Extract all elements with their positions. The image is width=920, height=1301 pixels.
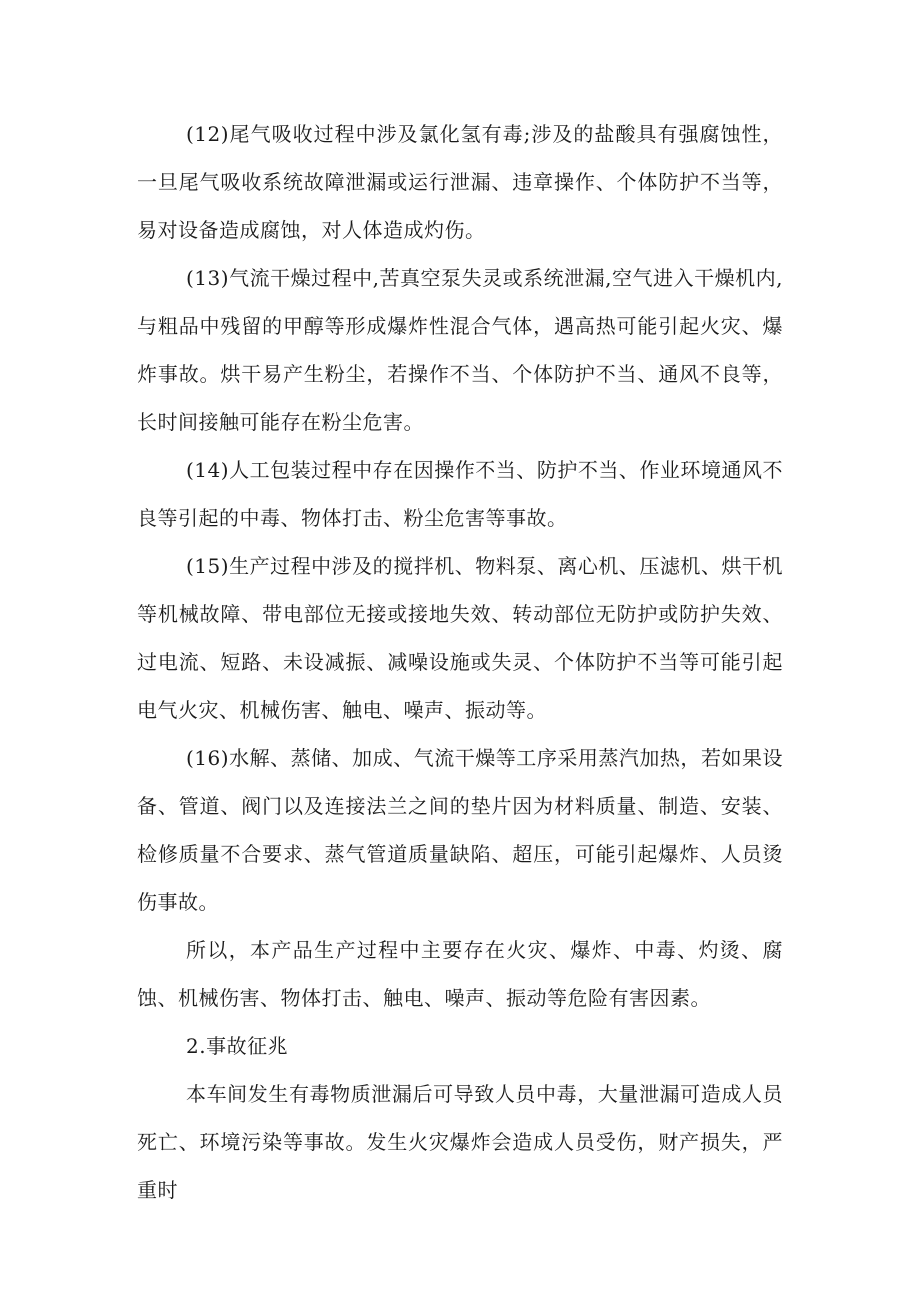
document-body bbox=[137, 110, 783, 1214]
paragraph-12: (12)尾气吸收过程中涉及氯化氢有毒;涉及的盐酸具有强腐蚀性，一旦尾气吸收系统故障泄漏或运行泄漏、违章操作、个体防护不当等，易对设备造成腐蚀，对人体造成灼伤。 bbox=[137, 122, 783, 242]
summary-paragraph: 所以，本产品生产过程中主要存在火灾、爆炸、中毒、灼烫、腐蚀、机械伤害、物体打击、触电、噪声、振动等危险有害因素。 bbox=[137, 938, 783, 1010]
section-heading: 2.事故征兆 bbox=[186, 1034, 289, 1058]
final-paragraph: 本车间发生有毒物质泄漏后可导致人员中毒，大量泄漏可造成人员死亡、环境污染等事故。发生火灾爆炸会造成人员受伤，财产损失，严重时 bbox=[137, 1082, 783, 1202]
paragraph-15: (15)生产过程中涉及的搅拌机、物料泵、离心机、压滤机、烘干机等机械故障、带电部位无接或接地失效、转动部位无防护或防护失效、过电流、短路、未设减振、减噪设施或失灵、个体防护不当等可能引起电气火灾、机械伤害、触电、噪声、振动等。 bbox=[137, 554, 783, 722]
paragraph-13: (13)气流干燥过程中,苦真空泵失灵或系统泄漏,空气进入干燥机内,与粗品中残留的甲醇等形成爆炸性混合气体，遇高热可能引起火灾、爆炸事故。烘干易产生粉尘，若操作不当、个体防护不当、通风不良等，长时间接触可能存在粉尘危害。 bbox=[137, 266, 783, 434]
paragraph-14: (14)人工包装过程中存在因操作不当、防护不当、作业环境通风不良等引起的中毒、物体打击、粉尘危害等事故。 bbox=[137, 458, 783, 530]
paragraph-16: (16)水解、蒸储、加成、气流干燥等工序采用蒸汽加热，若如果设备、管道、阀门以及连接法兰之间的垫片因为材料质量、制造、安装、检修质量不合要求、蒸气管道质量缺陷、超压，可能引起爆炸、人员烫伤事故。 bbox=[137, 746, 783, 914]
